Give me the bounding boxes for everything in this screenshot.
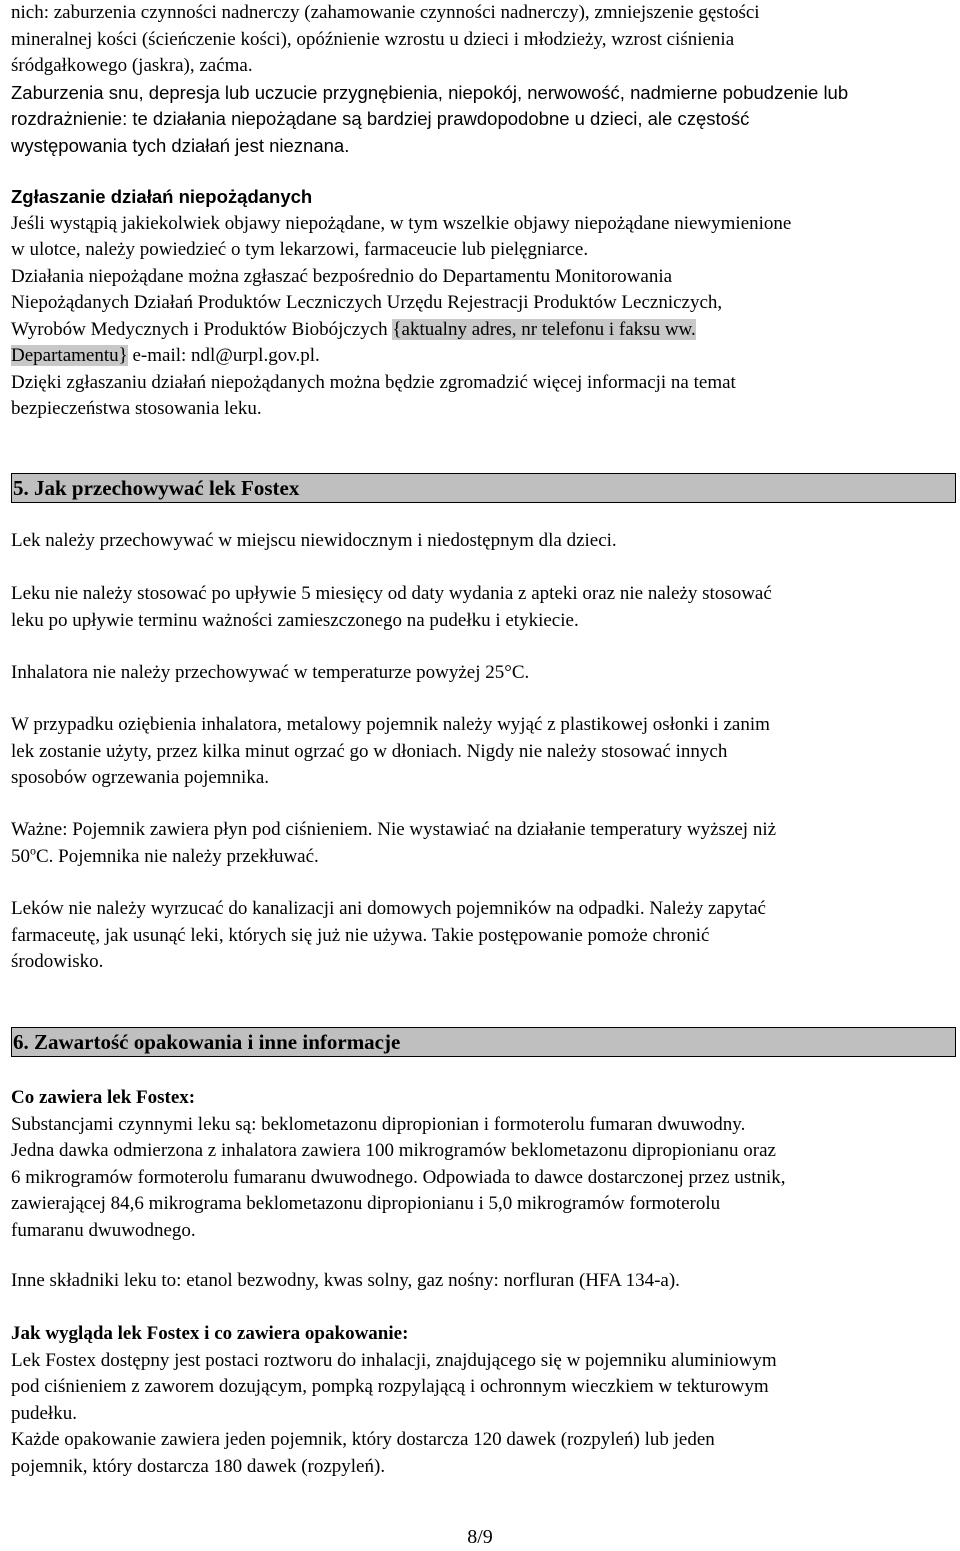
text-line: nich: zaburzenia czynności nadnerczy (zahamowanie czynności nadnerczy), zmniejszenie gęstości xyxy=(11,2,760,23)
section-5-p2 xyxy=(11,581,956,634)
text-line: rozdrażnienie: te działania niepożądane są bardziej prawdopodobne u dzieci, ale częstość xyxy=(11,108,750,129)
text-line: Jedna dawka odmierzona z inhalatora zawiera 100 mikrogramów beklometazonu dipropionianu oraz xyxy=(11,1140,776,1161)
text-line xyxy=(11,317,956,344)
text-line: Działania niepożądane można zgłaszać bezpośrednio do Departamentu Monitorowania xyxy=(11,265,673,287)
section-5-p5 xyxy=(11,817,956,870)
text-line: Zaburzenia snu, depresja lub uczucie przygnębienia, niepokój, nerwowość, nadmierne pobudzenie lub xyxy=(11,81,849,103)
text-line: mineralnej kości (ścieńczenie kości), opóźnienie wzrostu u dzieci i młodzieży, wzrost ciśnienia xyxy=(11,28,735,50)
text-line: fumaranu dwuwodnego. xyxy=(11,1219,196,1241)
text-line: Leków nie należy wyrzucać do kanalizacji ani domowych pojemników na odpadki. Należy zapytać xyxy=(11,898,766,919)
text-line xyxy=(11,343,956,370)
subheading-composition: Co zawiera lek Fostex: xyxy=(11,1087,196,1108)
text-line: Lek należy przechowywać w miejscu niewidocznym i niedostępnym dla dzieci. xyxy=(11,530,617,551)
text-line: Lek Fostex dostępny jest postaci roztworu do inhalacji, znajdującego się w pojemniku aluminiowym xyxy=(11,1349,777,1371)
reporting-section xyxy=(11,184,956,423)
text-line: farmaceutę, jak usunąć leki, których się już nie używa. Takie postępowanie pomoże chronić xyxy=(11,924,710,946)
section-6-appearance xyxy=(11,1321,956,1480)
text-span: C. Pojemnika nie należy przekłuwać. xyxy=(36,845,319,867)
text-line: lek zostanie użyty, przez kilka minut ogrzać go w dłoniach. Nigdy nie należy stosować innych xyxy=(11,740,728,762)
section-5-p3 xyxy=(11,660,956,687)
section-5-p6 xyxy=(11,896,956,976)
text-line: leku po upływie terminu ważności zamieszczonego na pudełku i etykiecie. xyxy=(11,609,579,631)
text-line: środowisko. xyxy=(11,951,104,972)
text-line: śródgałkowego (jaskra), zaćma. xyxy=(11,55,253,76)
text-line: W przypadku oziębienia inhalatora, metalowy pojemnik należy wyjąć z plastikowej osłonki i zanim xyxy=(11,714,770,735)
text-line: Inne składniki leku to: etanol bezwodny, kwas solny, gaz nośny: norfluran (HFA 134-a). xyxy=(11,1270,680,1291)
degree-sign: o xyxy=(30,843,36,858)
text-line: Każde opakowanie zawiera jeden pojemnik, który dostarcza 120 dawek (rozpyleń) lub jeden xyxy=(11,1429,715,1450)
text-line: pojemnik, który dostarcza 180 dawek (rozpyleń). xyxy=(11,1455,386,1477)
reporting-heading: Zgłaszanie działań niepożądanych xyxy=(11,186,313,207)
section-5-p4 xyxy=(11,712,956,792)
text-line: 6 mikrogramów formoterolu fumaranu dwuwodnego. Odpowiada to dawce dostarczonej przez ustnik, xyxy=(11,1166,786,1188)
temperature-value: 50 xyxy=(11,845,30,867)
section-5-p1 xyxy=(11,528,956,555)
highlighted-placeholder: Departamentu} xyxy=(11,345,128,366)
text-line: bezpieczeństwa stosowania leku. xyxy=(11,398,262,419)
text-line: Niepożądanych Działań Produktów Leczniczych Urzędu Rejestracji Produktów Leczniczych, xyxy=(11,292,723,313)
text-line: występowania tych działań jest nieznana. xyxy=(11,134,350,156)
text-line: pod ciśnieniem z zaworem dozującym, pompką rozpylającą i ochronnym wieczkiem w tekturowym xyxy=(11,1376,769,1397)
section-5-header: 5. Jak przechowywać lek Fostex xyxy=(11,473,956,503)
text-line: w ulotce, należy powiedzieć o tym lekarzowi, farmaceucie lub pielęgniarce. xyxy=(11,239,589,260)
text-span: Wyrobów Medycznych i Produktów Biobójczych xyxy=(11,318,393,340)
page-number: 8/9 xyxy=(467,1526,493,1548)
text-line: Leku nie należy stosować po upływie 5 miesięcy od daty wydania z apteki oraz nie należy stosować xyxy=(11,583,772,604)
email-text: e-mail: ndl@urpl.gov.pl. xyxy=(127,345,320,366)
text-line: Ważne: Pojemnik zawiera płyn pod ciśnieniem. Nie wystawiać na działanie temperatury wyższej niż xyxy=(11,819,777,840)
text-line: pudełku. xyxy=(11,1402,77,1424)
section-6-header: 6. Zawartość opakowania i inne informacje xyxy=(11,1027,956,1057)
subheading-appearance: Jak wygląda lek Fostex i co zawiera opakowanie: xyxy=(11,1323,409,1344)
text-line: sposobów ogrzewania pojemnika. xyxy=(11,767,270,788)
text-line: Dzięki zgłaszaniu działań niepożądanych można będzie zgromadzić więcej informacji na temat xyxy=(11,371,736,393)
text-line xyxy=(11,844,956,871)
text-line: Jeśli wystąpią jakiekolwiek objawy niepożądane, w tym wszelkie objawy niepożądane niewymienione xyxy=(11,212,792,234)
section-6-composition xyxy=(11,1085,956,1244)
text-line: Substancjami czynnymi leku są: beklometazonu dipropionian i formoterolu fumaran dwuwodny. xyxy=(11,1113,746,1135)
side-effects-continuation xyxy=(11,0,956,159)
text-line: zawierającej 84,6 mikrograma beklometazonu dipropionianu i 5,0 mikrogramów formoterolu xyxy=(11,1193,721,1214)
section-6-excipients xyxy=(11,1268,956,1295)
text-line: Inhalatora nie należy przechowywać w temperaturze powyżej 25°C. xyxy=(11,662,530,683)
highlighted-placeholder: {aktualny adres, nr telefonu i faksu ww. xyxy=(392,318,696,340)
